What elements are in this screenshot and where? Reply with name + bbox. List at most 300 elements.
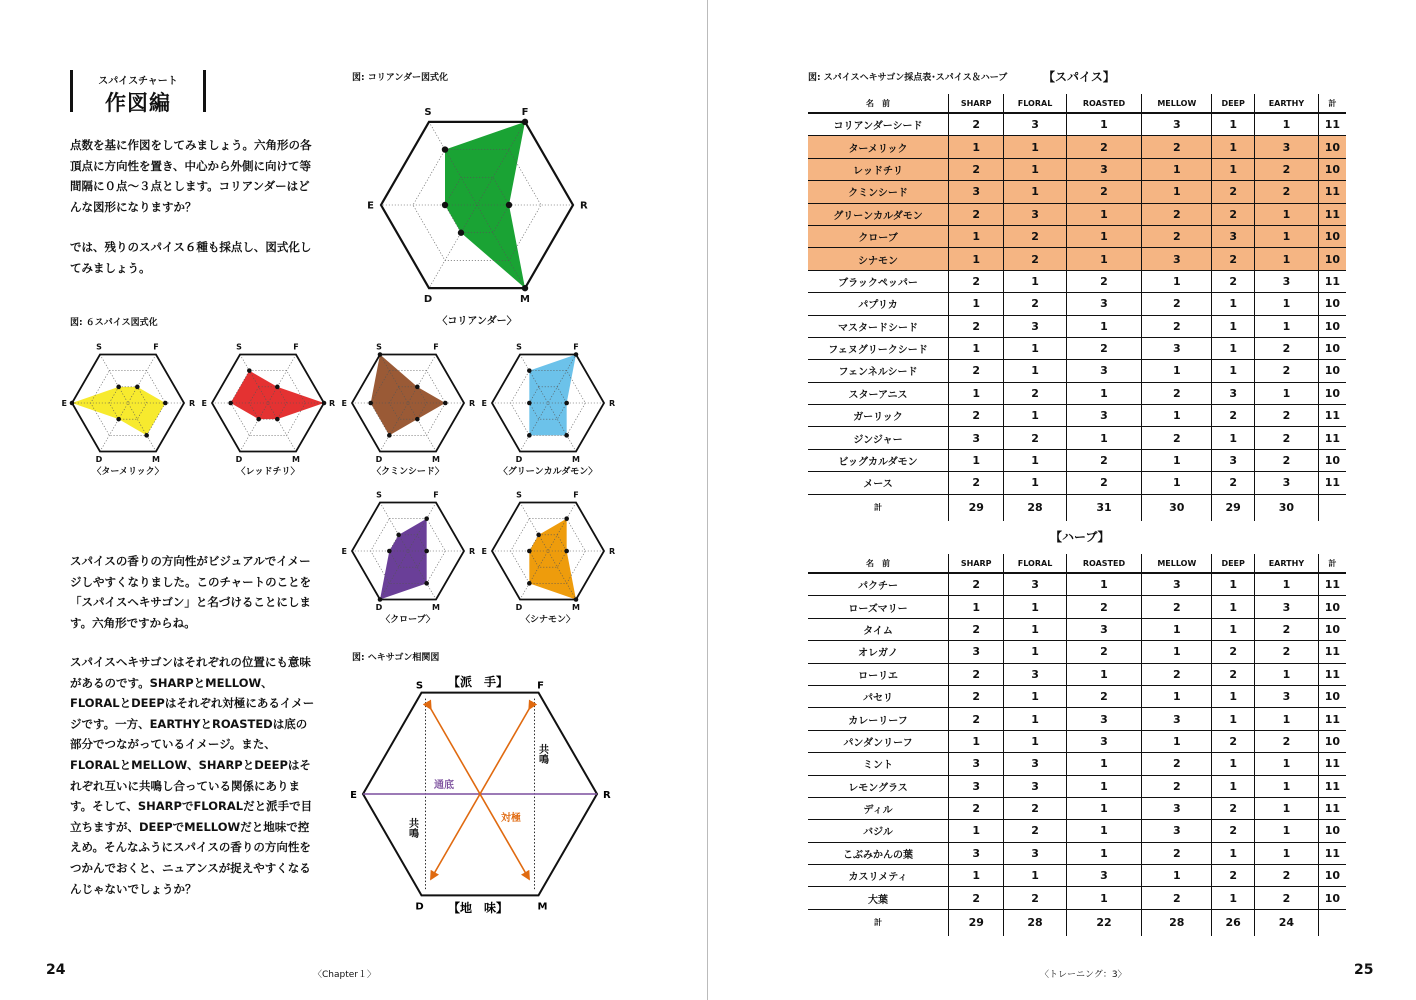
score-cell: 1 <box>1212 775 1255 797</box>
score-cell: 2 <box>1212 270 1255 292</box>
axis-label-r: R <box>609 398 616 408</box>
intro-paragraph-1: 点数を基に作図をしてみましょう。六角形の各頂点に方向性を置き、中心から外側に向けて等間隔に０点〜３点とします。コリアンダーはどんな図形になりますか？ <box>70 138 312 214</box>
total-cell: 28 <box>1142 909 1212 936</box>
row-name: クローブ <box>808 225 949 247</box>
score-point <box>378 352 383 357</box>
score-cell: 10 <box>1318 596 1346 618</box>
score-cell: 3 <box>1066 360 1142 382</box>
axis-label-e: E <box>341 398 347 408</box>
spice-chart-4 <box>473 343 623 493</box>
column-header: MELLOW <box>1142 554 1212 573</box>
coriander-figure-caption: 図: コリアンダー図式化 <box>352 73 449 83</box>
score-cell: 2 <box>1066 596 1142 618</box>
row-name: フェンネルシード <box>808 360 949 382</box>
score-cell: 1 <box>1212 293 1255 315</box>
score-cell: 2 <box>1066 270 1142 292</box>
axis-label-r: R <box>329 398 336 408</box>
score-cell: 10 <box>1318 887 1346 909</box>
score-cell: 2 <box>1142 293 1212 315</box>
score-cell: 2 <box>1142 382 1212 404</box>
axis-label-s: S <box>376 343 382 352</box>
score-cell: 2 <box>1212 248 1255 270</box>
score-cell: 2 <box>949 472 1004 494</box>
score-cell: 2 <box>1004 225 1066 247</box>
score-cell: 11 <box>1318 203 1346 225</box>
score-cell: 1 <box>1066 663 1142 685</box>
right-footer: 〈トレーニング：3〉 <box>1040 970 1127 980</box>
score-cell: 2 <box>1212 472 1255 494</box>
score-cell: 2 <box>1212 203 1255 225</box>
table-row <box>808 596 1346 618</box>
left-footer: 〈Chapter１〉 <box>313 970 376 980</box>
score-cell: 1 <box>1142 641 1212 663</box>
row-name: スターアニス <box>808 382 949 404</box>
score-cell: 10 <box>1318 820 1346 842</box>
score-cell: 1 <box>1212 427 1255 449</box>
score-cell: 1 <box>949 449 1004 471</box>
score-cell: 10 <box>1318 618 1346 640</box>
score-point <box>564 401 569 406</box>
table-row <box>808 449 1346 471</box>
score-cell: 2 <box>1004 293 1066 315</box>
score-point <box>564 549 569 554</box>
score-cell: 2 <box>1142 136 1212 158</box>
score-point <box>536 533 541 538</box>
score-cell: 1 <box>1255 293 1319 315</box>
row-name: ビッグカルダモン <box>808 449 949 471</box>
score-cell: 3 <box>1255 685 1319 707</box>
score-cell: 1 <box>1255 382 1319 404</box>
total-cell: 22 <box>1066 909 1142 936</box>
resonance-label-left: 共鳴 <box>406 818 418 838</box>
total-cell: 26 <box>1212 909 1255 936</box>
total-cell: 30 <box>1255 494 1319 521</box>
score-cell: 1 <box>1255 113 1319 136</box>
score-point <box>424 516 429 521</box>
score-cell: 1 <box>1212 618 1255 640</box>
score-cell: 3 <box>1255 136 1319 158</box>
right-page-number: 25 <box>1354 962 1374 978</box>
score-cell: 3 <box>949 181 1004 203</box>
score-cell: 3 <box>1004 203 1066 225</box>
axis-label-d: D <box>375 603 383 613</box>
score-cell: 1 <box>1004 708 1066 730</box>
score-table-caption: 図: スパイスヘキサゴン採点表･スパイス＆ハーブ <box>808 73 1008 83</box>
score-point <box>378 597 383 602</box>
score-cell: 1 <box>1066 427 1142 449</box>
row-name: パクチー <box>808 573 949 596</box>
axis-label-d: D <box>515 603 523 613</box>
score-cell: 1 <box>1255 820 1319 842</box>
totals-row <box>808 909 1346 936</box>
score-cell: 3 <box>1255 270 1319 292</box>
score-cell: 2 <box>1142 663 1212 685</box>
row-name: オレガノ <box>808 641 949 663</box>
score-cell: 1 <box>949 730 1004 752</box>
score-cell: 2 <box>1255 618 1319 640</box>
score-point <box>228 401 233 406</box>
score-cell: 3 <box>1004 573 1066 596</box>
spice-name-label: 〈クローブ〉 <box>381 615 435 625</box>
score-point <box>387 433 392 438</box>
row-name: ターメリック <box>808 136 949 158</box>
score-cell: 2 <box>949 887 1004 909</box>
score-cell: 3 <box>1066 708 1142 730</box>
taikyoku-label: 対極 <box>501 813 521 824</box>
score-cell: 2 <box>949 270 1004 292</box>
score-cell: 1 <box>1066 573 1142 596</box>
score-cell: 3 <box>949 775 1004 797</box>
score-cell: 1 <box>1212 113 1255 136</box>
score-cell: 1 <box>1066 203 1142 225</box>
score-cell: 2 <box>1004 820 1066 842</box>
spice-name-label: 〈グリーンカルダモン〉 <box>498 467 598 477</box>
axis-label-r: R <box>580 200 588 212</box>
left-page-number: 24 <box>46 962 66 978</box>
table-header-row <box>808 94 1346 113</box>
axis-label-s: S <box>96 343 102 352</box>
score-cell: 3 <box>1212 449 1255 471</box>
axis-label-r: R <box>469 398 476 408</box>
row-name: メース <box>808 472 949 494</box>
totals-row <box>808 494 1346 521</box>
score-cell: 1 <box>1212 887 1255 909</box>
table-row <box>808 337 1346 359</box>
table-row <box>808 472 1346 494</box>
row-name: パンダンリーフ <box>808 730 949 752</box>
score-cell: 1 <box>1066 315 1142 337</box>
score-cell: 2 <box>1212 865 1255 887</box>
score-point <box>275 385 280 390</box>
score-point <box>396 533 401 538</box>
score-cell: 2 <box>1066 449 1142 471</box>
spice-name-label: 〈ターメリック〉 <box>92 467 164 477</box>
axis-label-r: R <box>189 398 196 408</box>
score-point <box>116 417 121 422</box>
score-cell: 2 <box>949 360 1004 382</box>
score-cell: 10 <box>1318 730 1346 752</box>
table-row <box>808 573 1346 596</box>
score-cell: 1 <box>1255 248 1319 270</box>
axis-label-f: F <box>521 106 529 118</box>
axis-label-d: D <box>95 455 103 465</box>
spice-name-label: 〈クミンシード〉 <box>372 467 444 477</box>
score-cell: 1 <box>1142 270 1212 292</box>
score-cell: 1 <box>1004 596 1066 618</box>
score-cell: 1 <box>1212 360 1255 382</box>
score-cell: 1 <box>1142 685 1212 707</box>
score-cell: 11 <box>1318 405 1346 427</box>
score-cell: 1 <box>1212 158 1255 180</box>
row-name: パセリ <box>808 685 949 707</box>
table-row <box>808 865 1346 887</box>
score-cell: 3 <box>1255 596 1319 618</box>
score-cell: 2 <box>1142 842 1212 864</box>
score-cell: 1 <box>1255 203 1319 225</box>
score-cell: 3 <box>1142 708 1212 730</box>
score-cell: 3 <box>1004 315 1066 337</box>
score-area <box>529 355 576 436</box>
axis-label-f: F <box>573 343 579 352</box>
score-cell: 1 <box>1066 225 1142 247</box>
score-cell: 2 <box>1255 865 1319 887</box>
row-name: クミンシード <box>808 181 949 203</box>
score-cell: 2 <box>1255 181 1319 203</box>
column-header: SHARP <box>949 94 1004 113</box>
score-point <box>415 385 420 390</box>
score-point <box>564 516 569 521</box>
score-cell: 1 <box>1212 685 1255 707</box>
row-name: ガーリック <box>808 405 949 427</box>
relation-top-label: 【派 手】 <box>447 675 509 689</box>
score-cell: 2 <box>1142 427 1212 449</box>
score-cell: 2 <box>1142 315 1212 337</box>
score-cell: 1 <box>949 248 1004 270</box>
score-cell: 2 <box>949 113 1004 136</box>
row-name: タイム <box>808 618 949 640</box>
axis-label-s: S <box>376 491 382 500</box>
row-name: レモングラス <box>808 775 949 797</box>
score-cell: 2 <box>1066 685 1142 707</box>
score-cell: 2 <box>1004 248 1066 270</box>
score-cell: 2 <box>1066 181 1142 203</box>
score-cell: 2 <box>949 315 1004 337</box>
score-cell: 2 <box>1255 427 1319 449</box>
score-cell: 1 <box>949 382 1004 404</box>
score-cell: 10 <box>1318 382 1346 404</box>
score-cell: 10 <box>1318 865 1346 887</box>
middle-paragraph: スパイスの香りの方向性がビジュアルでイメージしやすくなりました。このチャートのことを「スパイスヘキサゴン」と名づけることにします。六角形ですからね。 <box>70 554 312 630</box>
score-cell: 1 <box>1142 449 1212 471</box>
score-cell: 3 <box>1004 842 1066 864</box>
axis-label-s: S <box>516 491 522 500</box>
score-point <box>135 385 140 390</box>
score-cell: 1 <box>1255 842 1319 864</box>
table-row <box>808 427 1346 449</box>
table-row <box>808 842 1346 864</box>
score-point <box>387 549 392 554</box>
score-cell: 2 <box>1255 337 1319 359</box>
row-name: こぶみかんの葉 <box>808 842 949 864</box>
score-cell: 2 <box>1212 820 1255 842</box>
score-cell: 2 <box>1255 887 1319 909</box>
column-header: DEEP <box>1212 94 1255 113</box>
score-cell: 1 <box>1212 315 1255 337</box>
resonance-label-right: 共鳴 <box>536 744 548 764</box>
coriander-hexagon-chart <box>330 80 620 330</box>
score-cell: 10 <box>1318 449 1346 471</box>
table-row <box>808 797 1346 819</box>
row-name: シナモン <box>808 248 949 270</box>
score-cell: 3 <box>1142 573 1212 596</box>
totals-label: 計 <box>874 918 882 928</box>
score-cell: 1 <box>1255 573 1319 596</box>
score-point <box>442 146 448 152</box>
axis-label-d: D <box>375 455 383 465</box>
table-row <box>808 382 1346 404</box>
bottom-paragraph: スパイスヘキサゴンはそれぞれの位置にも意味があるのです。SHARPとMELLOW、FLORALとDEEPはそれぞれ対極にあるイメージです。一方、EARTHYとROASTEDは底の部分でつながっているイメージ。また、FLORALとMELLOW、SHARPとDEEPはそれぞれ互いに共鳴し合っている関係にあります。そして、SHARPでFLORALだと派手で目立ちますが、DEEPでMELLOWだと地味で控えめ。そんなふうにスパイスの香りの方向性をつかんでおくと、ニュアンスが捉えやすくなるんじゃないでしょうか？ <box>70 655 315 896</box>
score-cell: 2 <box>1066 337 1142 359</box>
score-cell: 1 <box>1066 820 1142 842</box>
spice-name-label: 〈シナモン〉 <box>520 615 576 625</box>
score-point <box>522 285 528 291</box>
score-cell: 1 <box>949 225 1004 247</box>
total-cell: 28 <box>1004 909 1066 936</box>
score-cell: 1 <box>1004 181 1066 203</box>
column-header: 計 <box>1318 94 1346 113</box>
score-cell: 1 <box>1142 618 1212 640</box>
row-name: ローリエ <box>808 663 949 685</box>
column-header: FLORAL <box>1004 94 1066 113</box>
row-name: 大葉 <box>808 887 949 909</box>
table-row <box>808 181 1346 203</box>
column-header: ROASTED <box>1066 94 1142 113</box>
score-cell: 1 <box>1066 113 1142 136</box>
axis-label-f: F <box>433 491 439 500</box>
score-cell: 2 <box>949 573 1004 596</box>
score-point <box>527 368 532 373</box>
score-point <box>415 417 420 422</box>
table-row <box>808 820 1346 842</box>
score-cell: 1 <box>1142 472 1212 494</box>
score-cell: 10 <box>1318 248 1346 270</box>
axis-label-d: D <box>415 901 424 913</box>
score-cell: 3 <box>1004 663 1066 685</box>
score-cell: 10 <box>1318 293 1346 315</box>
score-cell: 3 <box>949 842 1004 864</box>
score-cell: 1 <box>1142 730 1212 752</box>
total-cell: 24 <box>1255 909 1319 936</box>
spice-chart-1 <box>53 343 203 493</box>
score-cell: 2 <box>1255 730 1319 752</box>
score-cell: 11 <box>1318 775 1346 797</box>
column-header: EARTHY <box>1255 94 1319 113</box>
total-cell: 28 <box>1004 494 1066 521</box>
score-point <box>424 581 429 586</box>
row-name: コリアンダーシード <box>808 113 949 136</box>
score-cell: 2 <box>1142 596 1212 618</box>
score-cell: 1 <box>949 337 1004 359</box>
score-cell: 3 <box>1142 797 1212 819</box>
row-name: フェヌグリークシード <box>808 337 949 359</box>
score-area <box>371 355 446 436</box>
score-cell: 1 <box>1142 158 1212 180</box>
score-cell: 2 <box>1142 753 1212 775</box>
score-cell: 2 <box>1142 203 1212 225</box>
score-cell: 10 <box>1318 136 1346 158</box>
score-cell: 1 <box>1004 865 1066 887</box>
table-row <box>808 203 1346 225</box>
score-point <box>458 230 464 236</box>
table-row <box>808 708 1346 730</box>
herb-table-heading: 【ハーブ】 <box>1050 530 1110 544</box>
score-cell: 1 <box>1004 405 1066 427</box>
score-cell: 3 <box>1066 405 1142 427</box>
axis-label-m: M <box>572 455 580 465</box>
score-cell: 1 <box>1004 730 1066 752</box>
score-cell: 1 <box>949 293 1004 315</box>
page-title: 作図編 <box>105 91 171 115</box>
herb-score-table <box>808 554 1346 936</box>
axis-label-e: E <box>341 546 347 556</box>
row-name: バジル <box>808 820 949 842</box>
score-cell: 10 <box>1318 315 1346 337</box>
axis-label-e: E <box>61 398 67 408</box>
score-cell: 2 <box>949 797 1004 819</box>
axis-label-m: M <box>432 455 440 465</box>
spice-name-label: 〈レッドチリ〉 <box>236 467 300 477</box>
score-cell: 1 <box>1142 865 1212 887</box>
score-cell: 2 <box>1212 730 1255 752</box>
relation-bottom-label: 【地 味】 <box>447 901 509 915</box>
score-cell: 2 <box>949 618 1004 640</box>
row-name: ローズマリー <box>808 596 949 618</box>
score-point <box>527 433 532 438</box>
score-point <box>144 433 149 438</box>
table-row <box>808 618 1346 640</box>
table-row <box>808 887 1346 909</box>
score-cell: 11 <box>1318 427 1346 449</box>
score-cell: 3 <box>1066 618 1142 640</box>
score-cell: 1 <box>1212 136 1255 158</box>
spice-chart-6 <box>473 491 623 641</box>
section-subtitle: スパイスチャート <box>98 76 178 87</box>
score-cell: 1 <box>1004 337 1066 359</box>
score-cell: 2 <box>1004 887 1066 909</box>
spice-table-heading: 【スパイス】 <box>1043 70 1115 84</box>
table-header-row <box>808 554 1346 573</box>
score-cell: 2 <box>949 405 1004 427</box>
table-row <box>808 663 1346 685</box>
score-cell: 3 <box>949 641 1004 663</box>
score-cell: 2 <box>1212 641 1255 663</box>
column-header: 計 <box>1318 554 1346 573</box>
score-point <box>527 581 532 586</box>
table-row <box>808 158 1346 180</box>
column-header-name: 名 前 <box>808 94 949 113</box>
score-cell: 2 <box>949 203 1004 225</box>
score-cell: 2 <box>1255 405 1319 427</box>
score-cell: 1 <box>949 596 1004 618</box>
score-cell: 3 <box>1066 730 1142 752</box>
row-name: カレーリーフ <box>808 708 949 730</box>
axis-label-m: M <box>572 603 580 613</box>
score-point <box>564 433 569 438</box>
score-point <box>506 202 512 208</box>
score-cell: 2 <box>1004 382 1066 404</box>
score-cell: 2 <box>1212 405 1255 427</box>
score-cell: 3 <box>1255 472 1319 494</box>
axis-label-e: E <box>367 200 374 212</box>
score-cell: 1 <box>1255 663 1319 685</box>
score-cell: 1 <box>1004 360 1066 382</box>
score-cell: 2 <box>1142 775 1212 797</box>
axis-label-m: M <box>520 294 530 306</box>
score-cell: 11 <box>1318 573 1346 596</box>
section-title <box>70 70 206 115</box>
score-cell: 1 <box>1212 337 1255 359</box>
score-cell: 3 <box>1142 337 1212 359</box>
spice-name-label: 〈コリアンダー〉 <box>437 316 517 327</box>
score-area <box>529 519 576 600</box>
score-cell: 10 <box>1318 685 1346 707</box>
score-cell: 2 <box>1255 449 1319 471</box>
table-row <box>808 753 1346 775</box>
axis-label-e: E <box>350 790 357 801</box>
score-cell: 1 <box>1212 573 1255 596</box>
relation-figure-caption: 図: ヘキサゴン相関図 <box>352 653 440 663</box>
axis-label-m: M <box>292 455 300 465</box>
